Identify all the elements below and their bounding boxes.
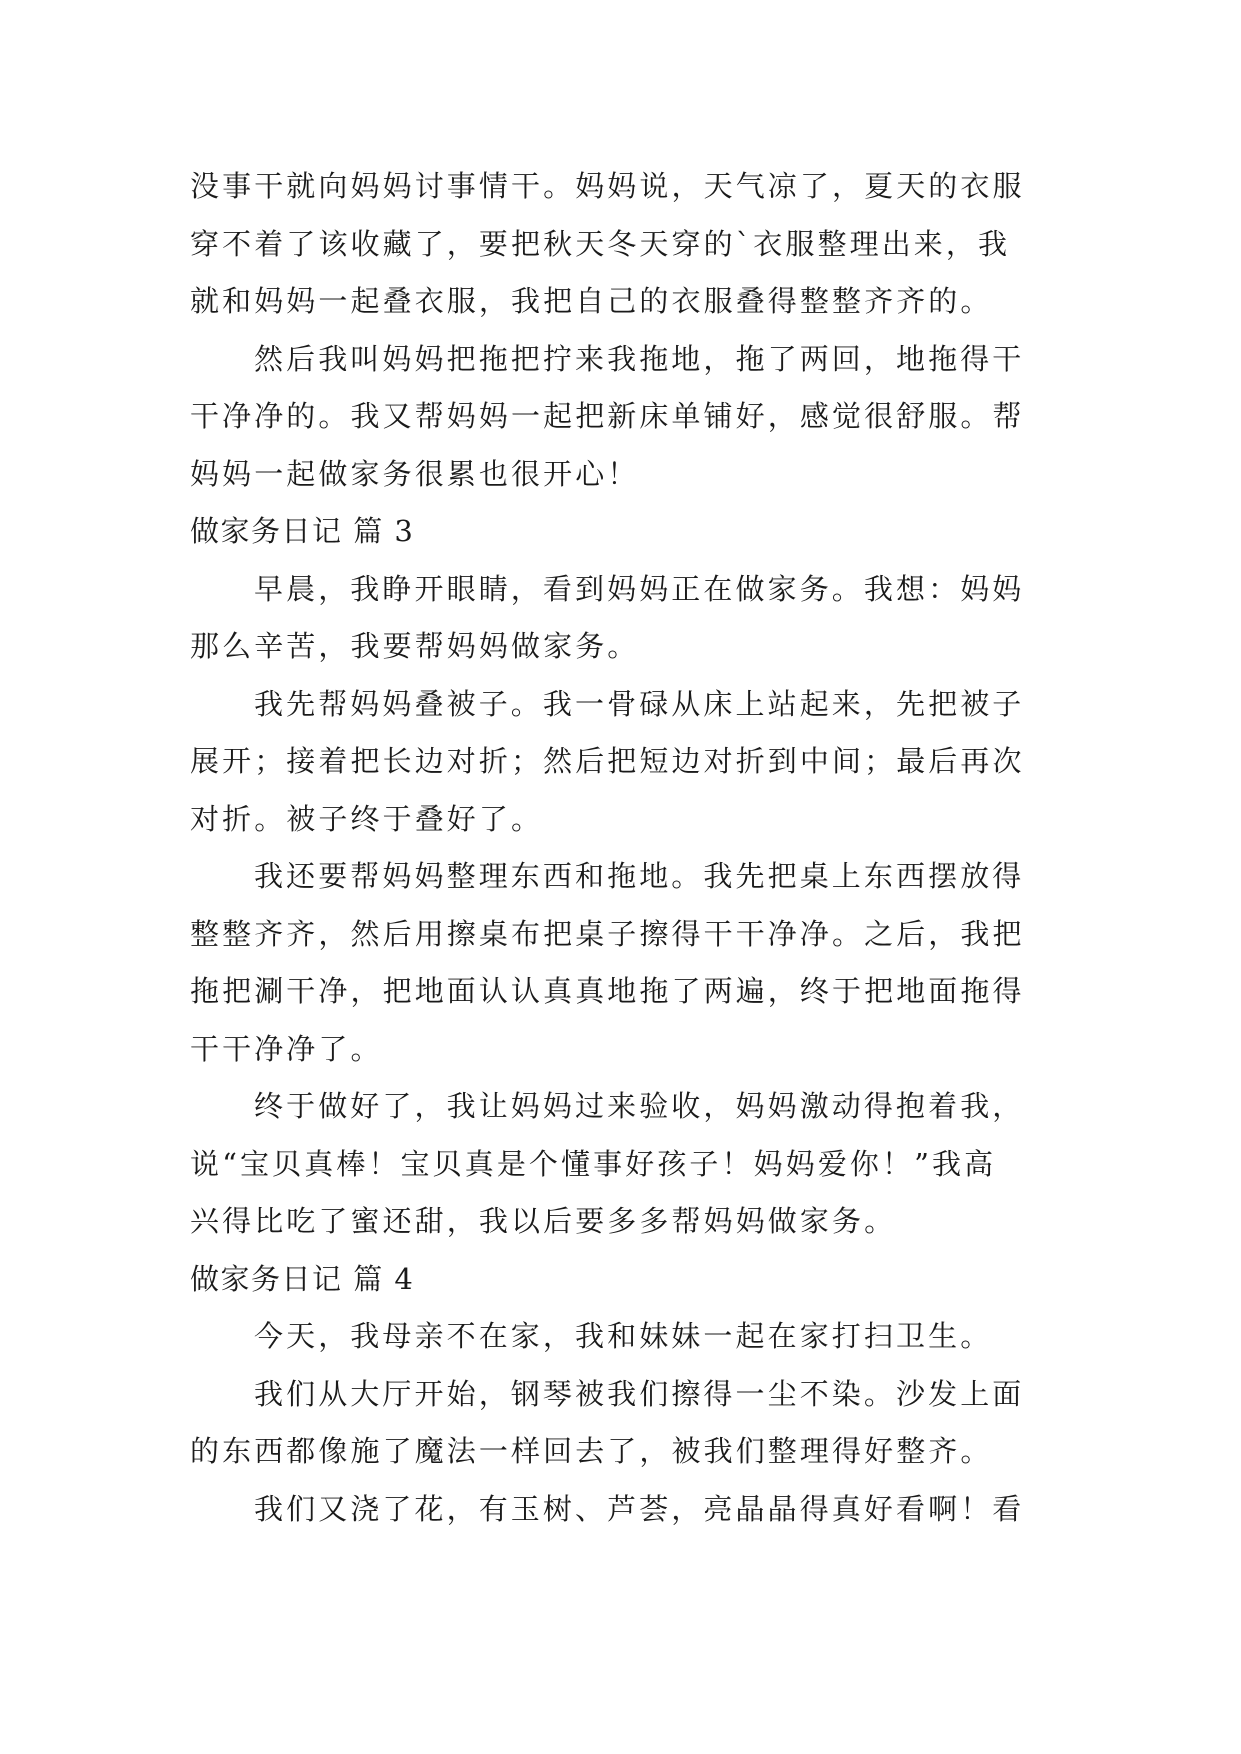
text-line: 我还要帮妈妈整理东西和拖地。我先把桌上东西摆放得	[254, 859, 1025, 893]
text-line: 穿不着了该收藏了，要把秋天冬天穿的`衣服整理出来，我	[190, 226, 1011, 261]
text-line: 展开；接着把长边对折；然后把短边对折到中间；最后再次	[190, 744, 1025, 778]
text-line: 对折。被子终于叠好了。	[190, 801, 544, 836]
paragraph	[190, 331, 1050, 504]
text-line: 妈妈一起做家务很累也很开心！	[190, 456, 640, 491]
text-line: 整整齐齐，然后用擦桌布把桌子擦得干干净净。之后，我把	[190, 916, 1025, 951]
text-line: 我们又浇了花，有玉树、芦荟，亮晶晶得真好看啊！看	[254, 1491, 1025, 1526]
document-page	[190, 158, 1050, 1538]
text-line: 终于做好了，我让妈妈过来验收，妈妈激动得抱着我，	[254, 1089, 1025, 1123]
text-line: 说“宝贝真棒！宝贝真是个懂事好孩子！妈妈爱你！”我高	[190, 1146, 997, 1181]
text-line: 就和妈妈一起叠衣服，我把自己的衣服叠得整整齐齐的。	[190, 284, 993, 318]
text-line: 然后我叫妈妈把拖把拧来我拖地，拖了两回，地拖得干	[254, 341, 1025, 376]
paragraph	[190, 1308, 1050, 1366]
paragraph	[190, 158, 1050, 331]
paragraph	[190, 1366, 1050, 1481]
text-line: 没事干就向妈妈讨事情干。妈妈说，天气凉了，夏天的衣服	[190, 169, 1025, 203]
text-line: 我们从大厅开始，钢琴被我们擦得一尘不染。沙发上面	[254, 1376, 1025, 1411]
text-line: 早晨，我睁开眼睛，看到妈妈正在做家务。我想：妈妈	[254, 571, 1025, 606]
text-line: 拖把涮干净，把地面认认真真地拖了两遍，终于把地面拖得	[190, 974, 1025, 1008]
text-line: 干干净净了。	[190, 1031, 383, 1066]
text-line: 那么辛苦，我要帮妈妈做家务。	[190, 629, 640, 663]
text-line: 兴得比吃了蜜还甜，我以后要多多帮妈妈做家务。	[190, 1204, 897, 1238]
text-line: 干净净的。我又帮妈妈一起把新床单铺好，感觉很舒服。帮	[190, 399, 1025, 433]
text-line: 的东西都像施了魔法一样回去了，被我们整理得好整齐。	[190, 1434, 993, 1468]
paragraph	[190, 848, 1050, 1078]
paragraph	[190, 1481, 1050, 1539]
text-line: 今天，我母亲不在家，我和妹妹一起在家打扫卫生。	[254, 1319, 993, 1353]
paragraph	[190, 1078, 1050, 1251]
paragraph	[190, 561, 1050, 676]
section-heading: 做家务日记 篇 4	[190, 1261, 415, 1296]
text-line: 我先帮妈妈叠被子。我一骨碌从床上站起来，先把被子	[254, 686, 1025, 721]
paragraph	[190, 676, 1050, 849]
section-heading: 做家务日记 篇 3	[190, 514, 415, 548]
